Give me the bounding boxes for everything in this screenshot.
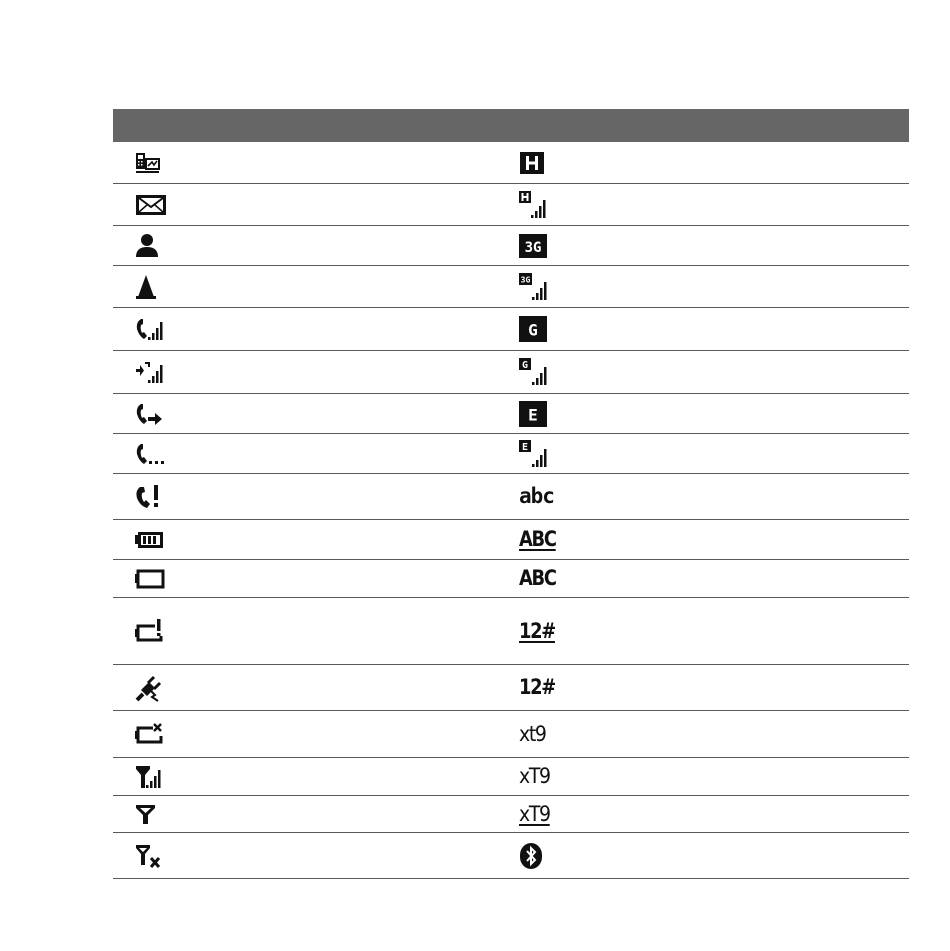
no-signal-icon (135, 803, 157, 825)
notification-cone-icon (135, 274, 157, 300)
call-signal-icon (135, 316, 165, 342)
table-row (113, 184, 909, 226)
table-row (113, 308, 909, 351)
signal-strength-icon (135, 764, 163, 790)
icon-table (113, 109, 909, 879)
3g-signal-icon (519, 273, 551, 301)
table-row (113, 142, 909, 184)
svg-text:G: G (528, 320, 538, 340)
abc-caps-underlined-icon: ABC (519, 527, 556, 551)
phone-memory-icon (135, 151, 161, 175)
svg-text:G: G (521, 360, 529, 371)
table-row (113, 394, 909, 434)
person-icon (135, 233, 159, 259)
new-message-icon (135, 193, 167, 217)
battery-low-warning-icon (135, 618, 165, 644)
svg-text:E: E (528, 405, 538, 424)
abc-lowercase-icon: abc (519, 484, 554, 508)
numeric-icon: 12# (519, 675, 555, 699)
table-row (113, 434, 909, 474)
table-row (113, 351, 909, 394)
xt9-caps-underlined-icon: xT9 (519, 801, 550, 826)
battery-error-icon (135, 722, 165, 746)
battery-charging-plug-icon (135, 674, 163, 702)
table-row (113, 226, 909, 266)
table-row (113, 796, 909, 833)
missed-call-icon (135, 483, 163, 511)
radio-off-icon (135, 843, 163, 869)
3g-icon (519, 234, 547, 258)
edge-signal-icon (519, 440, 551, 468)
table-header (113, 109, 909, 142)
bluetooth-icon (519, 842, 543, 870)
gprs-signal-icon (519, 358, 551, 386)
table-row (113, 833, 909, 879)
dialing-icon (135, 441, 167, 467)
table-row (113, 598, 909, 665)
battery-empty-icon (135, 569, 165, 589)
svg-text:E: E (521, 441, 529, 453)
table-row (113, 560, 909, 598)
numeric-underlined-icon: 12# (519, 618, 555, 643)
xt9-lowercase-icon: xt9 (519, 721, 546, 746)
svg-text:3G: 3G (520, 275, 531, 284)
abc-caps-icon: ABC (519, 566, 556, 590)
gprs-icon (519, 316, 547, 342)
table-row (113, 474, 909, 520)
call-forwarding-icon (135, 401, 165, 427)
svg-text:3G: 3G (524, 239, 542, 256)
table-row (113, 758, 909, 796)
hsdpa-signal-icon (519, 191, 551, 219)
table-row (113, 520, 909, 560)
table-row (113, 665, 909, 711)
table-row (113, 266, 909, 308)
battery-full-icon (135, 530, 165, 550)
xt9-caps-icon: xT9 (519, 764, 550, 788)
call-signal-data-icon (135, 359, 165, 385)
table-row (113, 711, 909, 758)
edge-icon (519, 401, 547, 427)
hsdpa-icon (519, 151, 545, 175)
